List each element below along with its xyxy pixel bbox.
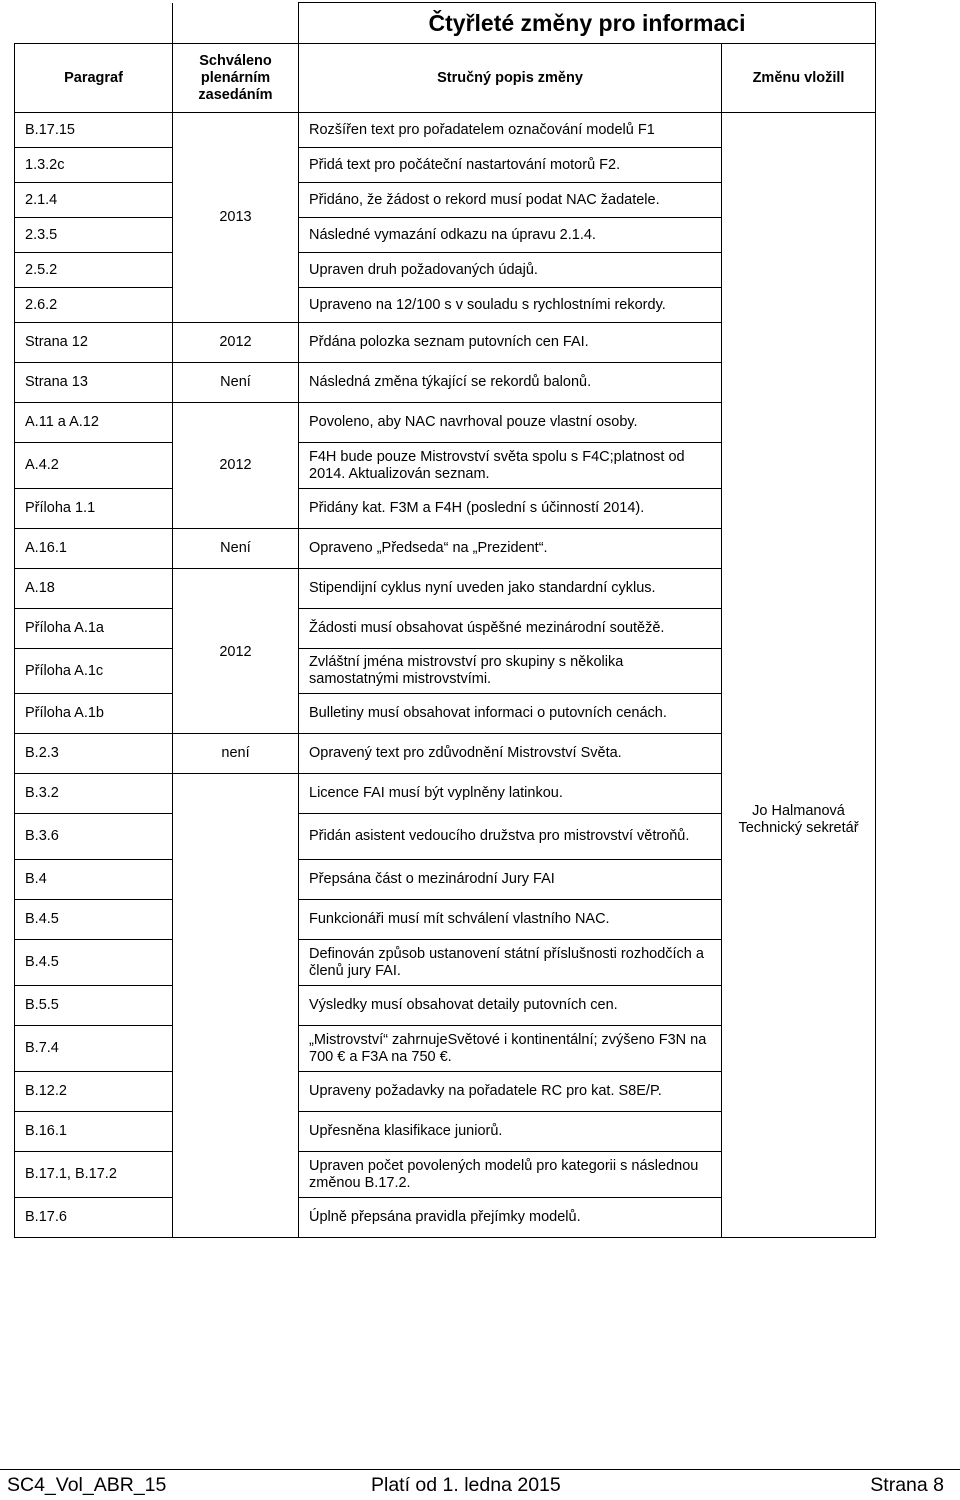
- approved-year: 2012: [173, 403, 299, 529]
- change-description: Přepsána část o mezinárodní Jury FAI: [299, 860, 722, 900]
- footer-doc-id: SC4_Vol_ABR_15: [7, 1474, 167, 1496]
- table-row: 1.3.2c: [15, 148, 173, 183]
- col-description: Stručný popis změny: [299, 44, 722, 113]
- approved-empty: [173, 774, 299, 1238]
- col-approved: Schváleno plenárním zasedáním: [173, 44, 299, 113]
- approved-year: Není: [173, 363, 299, 403]
- table-row: A.18: [15, 569, 173, 609]
- change-description: Funkcionáři musí mít schválení vlastního NAC.: [299, 900, 722, 940]
- change-description: Přidáno, že žádost o rekord musí podat NAC žadatele.: [299, 183, 722, 218]
- table-row: Strana 13: [15, 363, 173, 403]
- table-row: B.4: [15, 860, 173, 900]
- table-row: Příloha A.1b: [15, 694, 173, 734]
- change-description: Povoleno, aby NAC navrhoval pouze vlastní osoby.: [299, 403, 722, 443]
- table-row: Strana 12: [15, 323, 173, 363]
- table-row: 2.5.2: [15, 253, 173, 288]
- change-description: Přidán asistent vedoucího družstva pro mistrovství větroňů.: [299, 814, 722, 860]
- changes-table: [14, 2, 876, 1238]
- change-description: Licence FAI musí být vyplněny latinkou.: [299, 774, 722, 814]
- change-description: Opraveno „Předseda“ na „Prezident“.: [299, 529, 722, 569]
- table-row: A.16.1: [15, 529, 173, 569]
- table-row: B.2.3: [15, 734, 173, 774]
- table-row: B.7.4: [15, 1026, 173, 1072]
- table-row: B.17.6: [15, 1198, 173, 1238]
- author-cell: Jo Halmanová Technický sekretář: [722, 113, 876, 1238]
- approved-year: není: [173, 734, 299, 774]
- change-description: F4H bude pouze Mistrovství světa spolu s F4C;platnost od 2014. Aktualizován seznam.: [299, 443, 722, 489]
- table-row: Příloha 1.1: [15, 489, 173, 529]
- table-row: B.4.5: [15, 900, 173, 940]
- change-description: Bulletiny musí obsahovat informaci o putovních cenách.: [299, 694, 722, 734]
- approved-year: 2012: [173, 323, 299, 363]
- change-description: Přidá text pro počáteční nastartování motorů F2.: [299, 148, 722, 183]
- table-row: Příloha A.1a: [15, 609, 173, 649]
- table-row: A.4.2: [15, 443, 173, 489]
- table-row: B.17.15: [15, 113, 173, 148]
- table-row: 2.1.4: [15, 183, 173, 218]
- table-title: Čtyřleté změny pro informaci: [299, 3, 876, 44]
- approved-year: Není: [173, 529, 299, 569]
- change-description: Upraven počet povolených modelů pro kategorii s následnou změnou B.17.2.: [299, 1152, 722, 1198]
- table-row: Příloha A.1c: [15, 649, 173, 694]
- table-row: 2.3.5: [15, 218, 173, 253]
- table-row: B.3.2: [15, 774, 173, 814]
- table-row: B.17.1, B.17.2: [15, 1152, 173, 1198]
- approved-year: 2013: [173, 113, 299, 323]
- change-description: Upraven druh požadovaných údajů.: [299, 253, 722, 288]
- change-description: Opravený text pro zdůvodnění Mistrovství Světa.: [299, 734, 722, 774]
- change-description: Upraveno na 12/100 s v souladu s rychlostními rekordy.: [299, 288, 722, 323]
- table-row: B.4.5: [15, 940, 173, 986]
- table-row: B.16.1: [15, 1112, 173, 1152]
- change-description: Stipendijní cyklus nyní uveden jako standardní cyklus.: [299, 569, 722, 609]
- col-author: Změnu vložill: [722, 44, 876, 113]
- change-description: Žádosti musí obsahovat úspěšné mezinárodní soutěžě.: [299, 609, 722, 649]
- page-footer: [0, 1469, 960, 1500]
- change-description: Úplně přepsána pravidla přejímky modelů.: [299, 1198, 722, 1238]
- change-description: Zvláštní jména mistrovství pro skupiny s několika samostatnými mistrovstvími.: [299, 649, 722, 694]
- table-row: B.12.2: [15, 1072, 173, 1112]
- change-description: Definován způsob ustanovení státní příslušnosti rozhodčích a členů jury FAI.: [299, 940, 722, 986]
- change-description: „Mistrovství“ zahrnujeSvětové i kontinentální; zvýšeno F3N na 700 € a F3A na 750 €.: [299, 1026, 722, 1072]
- change-description: Upřesněna klasifikace juniorů.: [299, 1112, 722, 1152]
- table-row: B.3.6: [15, 814, 173, 860]
- footer-page-number: Strana 8: [870, 1474, 944, 1496]
- change-description: Přidány kat. F3M a F4H (poslední s účinností 2014).: [299, 489, 722, 529]
- change-description: Rozšířen text pro pořadatelem označování modelů F1: [299, 113, 722, 148]
- change-description: Výsledky musí obsahovat detaily putovních cen.: [299, 986, 722, 1026]
- change-description: Následné vymazání odkazu na úpravu 2.1.4.: [299, 218, 722, 253]
- col-paragraph: Paragraf: [15, 44, 173, 113]
- footer-valid-from: Platí od 1. ledna 2015: [371, 1474, 561, 1496]
- approved-year: 2012: [173, 569, 299, 734]
- table-row: 2.6.2: [15, 288, 173, 323]
- table-row: B.5.5: [15, 986, 173, 1026]
- change-description: Upraveny požadavky na pořadatele RC pro kat. S8E/P.: [299, 1072, 722, 1112]
- change-description: Přdána polozka seznam putovních cen FAI.: [299, 323, 722, 363]
- change-description: Následná změna týkající se rekordů balonů.: [299, 363, 722, 403]
- table-row: A.11 a A.12: [15, 403, 173, 443]
